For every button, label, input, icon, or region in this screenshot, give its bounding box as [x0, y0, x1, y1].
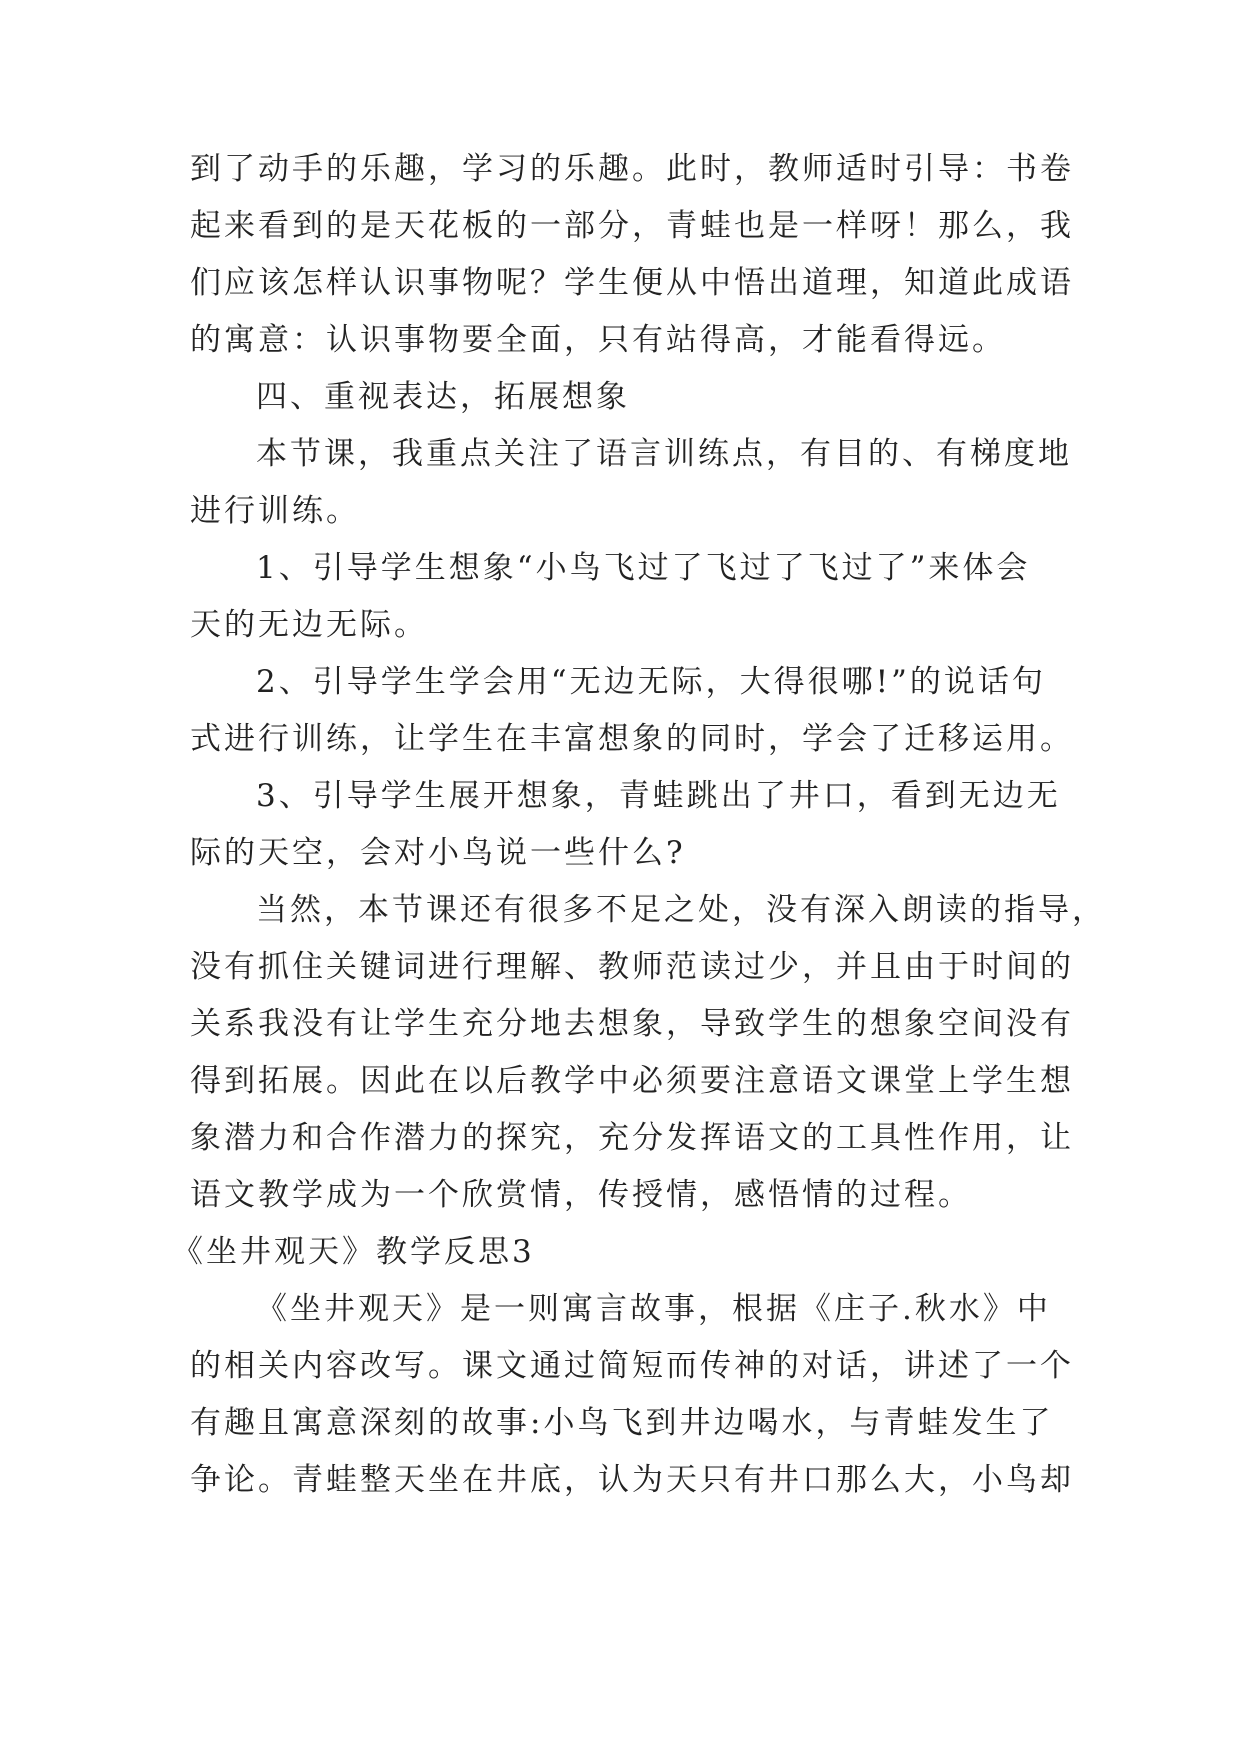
text-line: 《坐井观天》是一则寓言故事，根据《庄子.秋水》中 — [256, 1291, 1051, 1327]
list-item: 2、引导学生学会用“无边无际，大得很哪!”的说话句 — [256, 664, 1046, 700]
text-line: 的相关内容改写。课文通过简短而传神的对话，讲述了一个 — [190, 1348, 1074, 1384]
text-line: 起来看到的是天花板的一部分，青蛙也是一样呀！那么，我 — [190, 208, 1074, 244]
text-line: 际的天空，会对小鸟说一些什么? — [190, 835, 686, 871]
text-line: 得到拓展。因此在以后教学中必须要注意语文课堂上学生想 — [190, 1063, 1074, 1099]
text-line: 没有抓住关键词进行理解、教师范读过少，并且由于时间的 — [190, 949, 1074, 985]
text-line: 象潜力和合作潜力的探究，充分发挥语文的工具性作用，让 — [190, 1120, 1074, 1156]
text-line: 有趣且寓意深刻的故事:小鸟飞到井边喝水，与青蛙发生了 — [190, 1405, 1054, 1441]
text-line: 本节课，我重点关注了语言训练点，有目的、有梯度地 — [256, 436, 1072, 472]
section-heading: 四、重视表达，拓展想象 — [256, 379, 630, 415]
text-line: 争论。青蛙整天坐在井底，认为天只有井口那么大，小鸟却 — [190, 1462, 1074, 1498]
text-line: 进行训练。 — [190, 493, 360, 529]
text-line: 关系我没有让学生充分地去想象，导致学生的想象空间没有 — [190, 1006, 1074, 1042]
list-item: 3、引导学生展开想象，青蛙跳出了井口，看到无边无 — [256, 778, 1061, 814]
text-line: 的寓意：认识事物要全面，只有站得高，才能看得远。 — [190, 322, 1006, 358]
text-line: 当然，本节课还有很多不足之处，没有深入朗读的指导， — [256, 892, 1106, 928]
text-line: 式进行训练，让学生在丰富想象的同时，学会了迁移运用。 — [190, 721, 1074, 757]
list-item: 1、引导学生想象“小鸟飞过了飞过了飞过了”来体会 — [256, 550, 1031, 586]
text-line: 们应该怎样认识事物呢？学生便从中悟出道理，知道此成语 — [190, 265, 1074, 301]
section-title: 《坐井观天》教学反思3 — [172, 1234, 535, 1270]
text-line: 天的无边无际。 — [190, 607, 428, 643]
text-line: 语文教学成为一个欣赏情，传授情，感悟情的过程。 — [190, 1177, 972, 1213]
text-line: 到了动手的乐趣，学习的乐趣。此时，教师适时引导：书卷 — [190, 151, 1074, 187]
